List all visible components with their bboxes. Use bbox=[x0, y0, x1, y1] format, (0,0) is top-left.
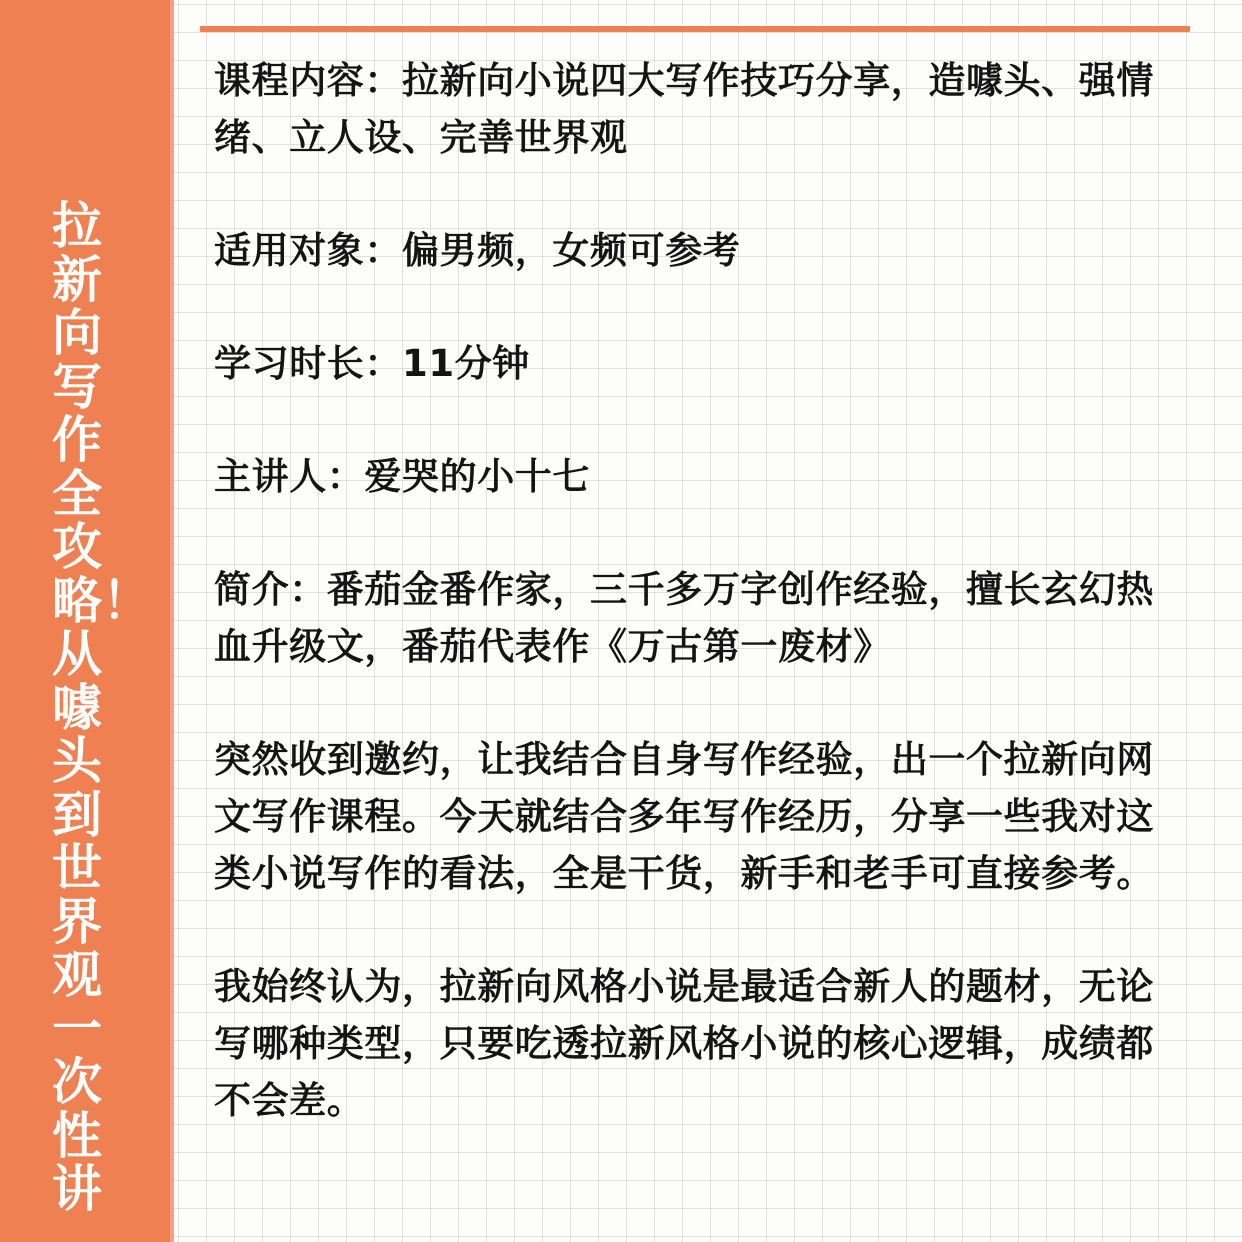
audience-text: 适用对象：偏男频，女频可参考 bbox=[214, 229, 741, 272]
sidebar-title: 拉新向写作全攻略！从噱头到世界观一次性讲 bbox=[52, 197, 152, 1218]
top-accent-rule bbox=[200, 26, 1190, 32]
intro-text: 简介：番茄金番作家，三千多万字创作经验，擅长玄幻热血升级文，番茄代表作《万古第一废材》 bbox=[214, 568, 1154, 668]
body-paragraph-1: 突然收到邀约，让我结合自身写作经验，出一个拉新向网文写作课程。今天就结合多年写作经历，分享一些我对这类小说写作的看法，全是干货，新手和老手可直接参考。 bbox=[214, 738, 1154, 895]
speaker-text: 主讲人：爱哭的小十七 bbox=[214, 455, 590, 498]
duration-text: 学习时长：11分钟 bbox=[214, 342, 530, 385]
article-body bbox=[214, 52, 1180, 1185]
course-content-text: 课程内容：拉新向小说四大写作技巧分享，造噱头、强情绪、立人设、完善世界观 bbox=[214, 59, 1154, 159]
sidebar bbox=[0, 0, 170, 1242]
body-paragraph-2: 我始终认为，拉新向风格小说是最适合新人的题材，无论写哪种类型，只要吃透拉新风格小说的核心逻辑，成绩都不会差。 bbox=[214, 965, 1154, 1122]
